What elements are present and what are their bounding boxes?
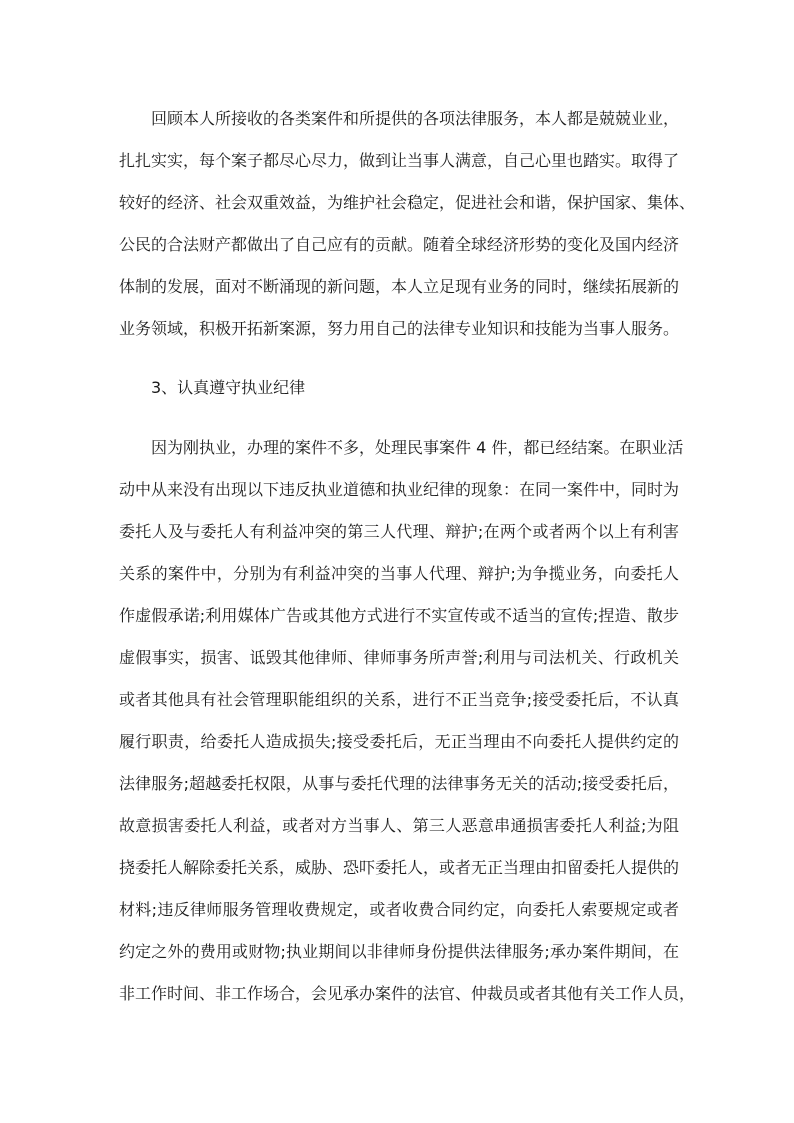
paragraph-2-line-4: 关系的案件中，分别为有利益冲突的当事人代理、辩护;为争揽业务，向委托人 (119, 564, 679, 583)
paragraph-1-line-4: 公民的合法财产都做出了自己应有的贡献。随着全球经济形势的变化及国内经济 (119, 235, 680, 254)
paragraph-1-line-1: 回顾本人所接收的各类案件和所提供的各项法律服务，本人都是兢兢业业， (119, 109, 680, 128)
paragraph-2-line-12: 材料;违反律师服务管理收费规定，或者收费合同约定，向委托人索要规定或者 (119, 900, 679, 919)
paragraph-2-line-9: 法律服务;超越委托权限，从事与委托代理的法律事务无关的活动;接受委托后， (119, 774, 679, 793)
paragraph-2-line-2: 动中从来没有出现以下违反执业道德和执业纪律的现象：在同一案件中，同时为 (119, 480, 680, 499)
paragraph-2-line-5: 作虚假承诺;利用媒体广告或其他方式进行不实宣传或不适当的宣传;捏造、散步 (119, 606, 679, 625)
paragraph-2-line-14: 非工作时间、非工作场合，会见承办案件的法官、仲裁员或者其他有关工作人员， (119, 984, 696, 1003)
paragraph-1-line-6: 业务领域，积极开拓新案源，努力用自己的法律专业知识和技能为当事人服务。 (119, 319, 680, 338)
paragraph-2-line-6: 虚假事实，损害、诋毁其他律师、律师事务所声誉;利用与司法机关、行政机关 (119, 648, 679, 667)
section-heading: 3、认真遵守执业纪律 (119, 378, 306, 397)
paragraph-2-line-11: 挠委托人解除委托关系，威胁、恐吓委托人，或者无正当理由扣留委托人提供的 (119, 858, 680, 877)
paragraph-2-line-10: 故意损害委托人利益，或者对方当事人、第三人恶意串通损害委托人利益;为阻 (119, 816, 679, 835)
paragraph-2-line-3: 委托人及与委托人有利益冲突的第三人代理、辩护;在两个或者两个以上有利害 (119, 522, 679, 541)
paragraph-2-line-1: 因为刚执业，办理的案件不多，处理民事案件 4 件，都已经结案。在职业活 (119, 438, 684, 457)
paragraph-1-line-3: 较好的经济、社会双重效益，为维护社会稳定，促进社会和谐，保护国家、集体、 (119, 193, 696, 212)
paragraph-2-line-8: 履行职责，给委托人造成损失;接受委托后，无正当理由不向委托人提供约定的 (119, 732, 679, 751)
paragraph-2-line-13: 约定之外的费用或财物;执业期间以非律师身份提供法律服务;承办案件期间，在 (119, 942, 679, 961)
paragraph-1-line-2: 扎扎实实，每个案子都尽心尽力，做到让当事人满意，自己心里也踏实。取得了 (119, 151, 680, 170)
paragraph-2-line-7: 或者其他具有社会管理职能组织的关系，进行不正当竞争;接受委托后，不认真 (119, 690, 679, 709)
paragraph-1-line-5: 体制的发展，面对不断涌现的新问题，本人立足现有业务的同时，继续拓展新的 (119, 277, 680, 296)
